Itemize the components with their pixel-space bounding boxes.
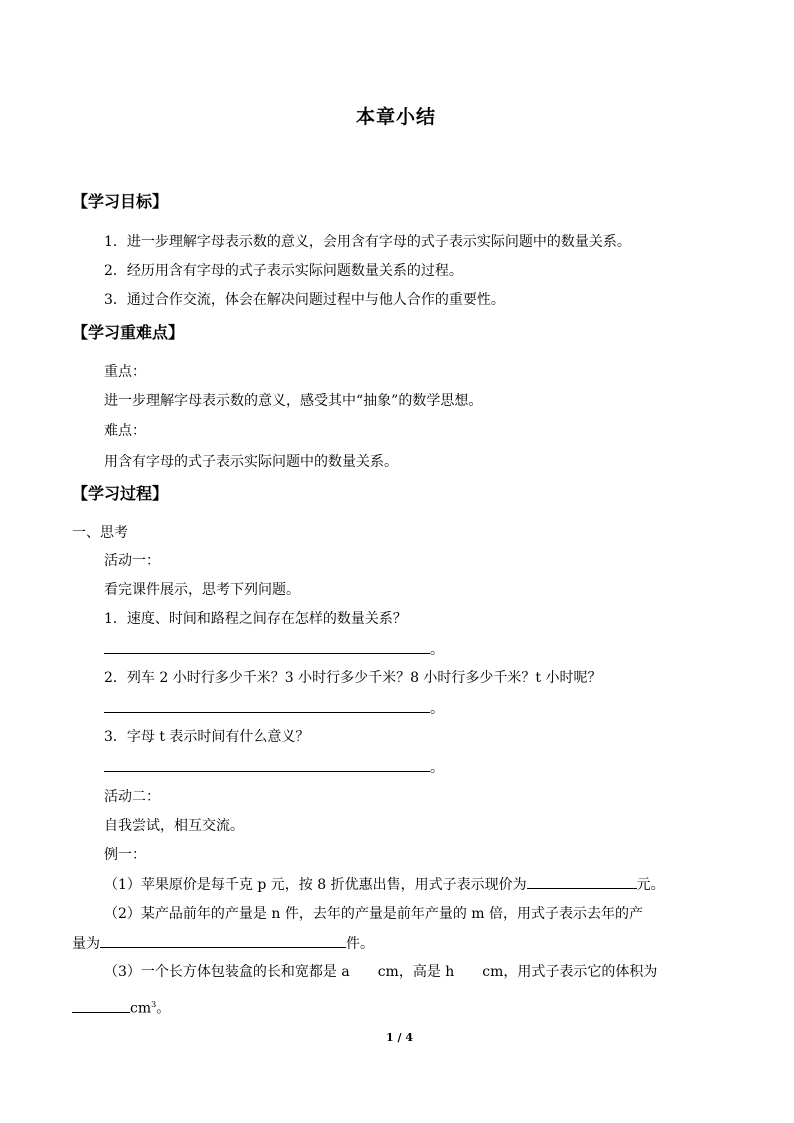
question-text: 1．速度、时间和路程之间存在怎样的数量关系？ (104, 611, 407, 627)
activity-label: 活动一： (104, 553, 160, 569)
answer-line (104, 639, 444, 660)
question-text: 3．字母 t 表示时间有什么意义？ (104, 729, 310, 745)
period-mark: 。 (430, 701, 444, 717)
answer-blank[interactable] (72, 998, 130, 1013)
activity-intro: 看完课件展示，思考下列问题。 (104, 582, 300, 598)
unit-text: 元。 (636, 877, 665, 893)
difficult-point-text: 用含有字母的式子表示实际问题中的数量关系。 (104, 454, 398, 470)
part-title: 一、思考 (72, 525, 128, 541)
key-point-label: 重点： (104, 364, 146, 380)
answer-blank[interactable] (104, 698, 430, 713)
example-item: （2）某产品前年的产量是 n 件，去年的产量是前年产量的 m 倍，用式子表示去年的产 (104, 906, 643, 922)
section-heading-objectives: 【学习目标】 (72, 192, 169, 211)
example-item (72, 995, 170, 1019)
key-point-text: 进一步理解字母表示数的意义，感受其中“抽象”的数学思想。 (104, 393, 483, 409)
answer-blank[interactable] (100, 933, 346, 948)
answer-line (104, 698, 444, 719)
page-number: 1 / 4 (386, 1031, 413, 1044)
example-text: 量为 (72, 936, 100, 952)
answer-blank[interactable] (104, 639, 430, 654)
activity-label: 活动二： (104, 789, 160, 805)
objective-item: 2．经历用含有字母的式子表示实际问题数量关系的过程。 (104, 263, 463, 279)
example-item (104, 874, 665, 895)
answer-blank[interactable] (527, 874, 637, 889)
period-mark: 。 (430, 760, 444, 776)
period-mark: 。 (430, 642, 444, 658)
example-item: （3）一个长方体包装盒的长和宽都是 a cm，高是 h cm，用式子表示它的体积为 (104, 964, 658, 980)
example-text: （1）苹果原价是每千克 p 元，按 8 折优惠出售，用式子表示现价为 (104, 877, 527, 893)
difficult-point-label: 难点： (104, 423, 146, 439)
unit-text: cm (130, 1000, 152, 1017)
answer-line (104, 757, 444, 778)
unit-text: 件。 (346, 936, 374, 952)
unit-exponent: 3 (151, 1000, 157, 1009)
objective-item: 1．进一步理解字母表示数的意义，会用含有字母的式子表示实际问题中的数量关系。 (104, 234, 631, 250)
page-title: 本章小结 (356, 106, 437, 128)
question-text: 2．列车 2 小时行多少千米？3 小时行多少千米？8 小时行多少千米？t 小时呢？ (104, 670, 602, 686)
activity-intro: 自我尝试，相互交流。 (104, 818, 244, 834)
answer-blank[interactable] (104, 757, 430, 772)
example-item (72, 933, 374, 954)
example-label: 例一： (104, 847, 146, 863)
section-heading-key-points: 【学习重难点】 (72, 323, 185, 342)
period-mark: 。 (156, 1000, 171, 1017)
section-heading-process: 【学习过程】 (72, 484, 169, 503)
objective-item: 3．通过合作交流，体会在解决问题过程中与他人合作的重要性。 (104, 292, 505, 308)
